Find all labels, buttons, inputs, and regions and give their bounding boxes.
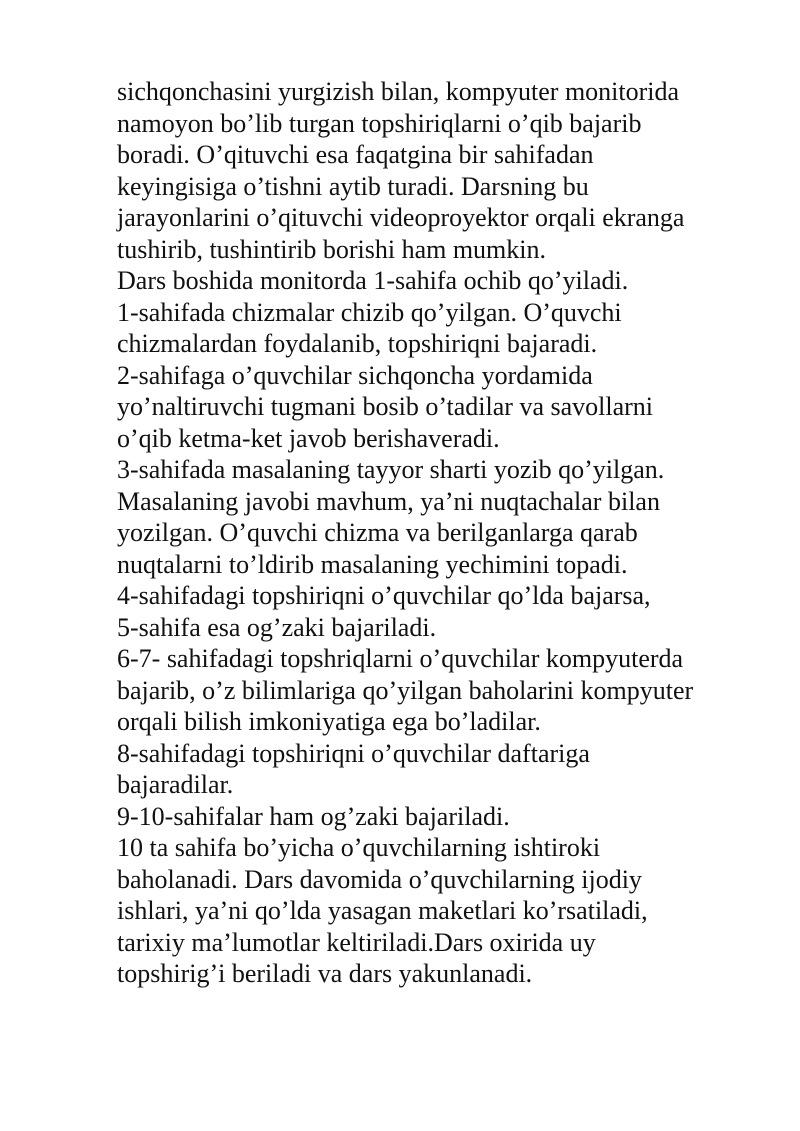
- text-line: tushirib, tushintirib borishi ham mumkin.: [117, 234, 546, 264]
- text-line: baholanadi. Dars davomida o’quvchilarning ijodiy: [117, 864, 642, 894]
- text-line: bajaradilar.: [117, 770, 234, 799]
- text-line: 4-sahifadagi topshiriqni o’quvchilar qo’lda bajarsa,: [117, 581, 651, 610]
- text-line: 10 ta sahifa bo’yicha o’quvchilarning ishtiroki: [117, 833, 601, 862]
- text-line: 6-7- sahifadagi topshriqlarni o’quvchilar kompyuterda: [117, 644, 684, 673]
- text-line: sichqonchasini yurgizish bilan, kompyuter monitorida: [117, 77, 680, 106]
- text-line: jarayonlarini o’qituvchi videoproyektor orqali ekranga: [117, 203, 685, 232]
- text-line: ishlari, ya’ni qo’lda yasagan maketlari ko’rsatiladi,: [117, 896, 648, 925]
- text-line: topshirig’i beriladi va dars yakunlanadi.: [117, 959, 533, 988]
- text-line: keyingisiga o’tishni aytib turadi. Darsning bu: [117, 171, 589, 201]
- text-line: yo’naltiruvchi tugmani bosib o’tadilar va savollarni: [117, 392, 654, 421]
- text-line: 3-sahifada masalaning tayyor sharti yozib qo’yilgan.: [117, 455, 665, 484]
- text-line: Masalaning javobi mavhum, ya’ni nuqtachalar bilan: [117, 486, 660, 516]
- text-line: 8-sahifadagi topshiriqni o’quvchilar daftariga: [117, 738, 590, 768]
- text-line: 1-sahifada chizmalar chizib qo’yilgan. O’quvchi: [117, 297, 622, 327]
- text-line: o’qib ketma-ket javob berishaveradi.: [117, 423, 500, 453]
- text-line: chizmalardan foydalanib, topshiriqni bajaradi.: [117, 329, 598, 358]
- text-line: bajarib, o’z bilimlariga qo’yilgan baholarini kompyuter: [117, 675, 694, 705]
- text-line: 9-10-sahifalar ham og’zaki bajariladi.: [117, 801, 510, 831]
- text-line: namoyon bo’lib turgan topshiriqlarni o’qib bajarib: [117, 108, 642, 138]
- body-text: [117, 76, 777, 990]
- text-line: yozilgan. O’quvchi chizma va berilganlarga qarab: [117, 518, 638, 547]
- text-line: orqali bilish imkoniyatiga ega bo’ladilar.: [117, 707, 541, 736]
- text-line: tarixiy ma’lumotlar keltiriladi.Dars oxirida uy: [117, 927, 596, 957]
- text-line: nuqtalarni to’ldirib masalaning yechimini topadi.: [117, 549, 628, 579]
- text-line: 2-sahifaga o’quvchilar sichqoncha yordamida: [117, 360, 593, 390]
- text-line: Dars boshida monitorda 1-sahifa ochib qo’yiladi.: [117, 266, 629, 295]
- text-line: boradi. O’qituvchi esa faqatgina bir sahifadan: [117, 140, 594, 169]
- document-page: [117, 76, 777, 990]
- text-line: 5-sahifa esa og’zaki bajariladi.: [117, 612, 437, 642]
